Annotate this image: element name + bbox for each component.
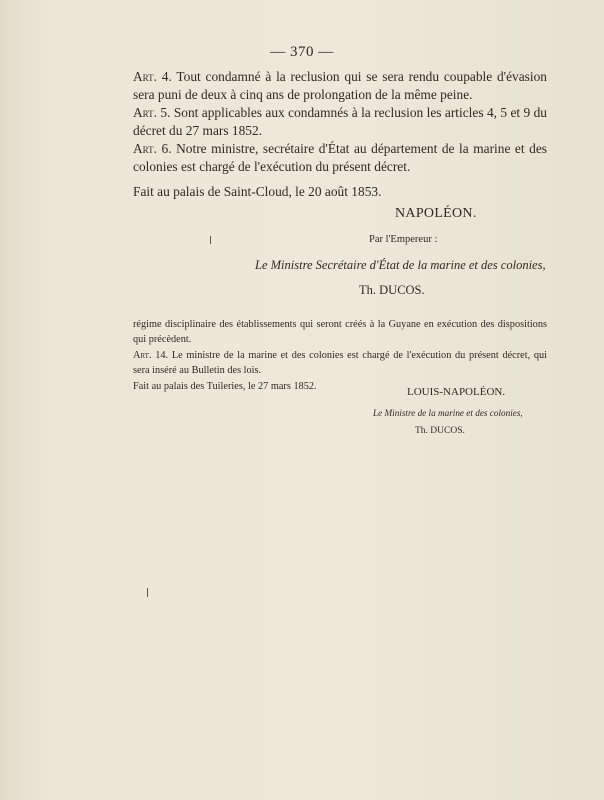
- paper-blemish: [147, 588, 148, 597]
- article-label: Art. 5.: [133, 105, 171, 120]
- countersignature: Th. DUCOS.: [415, 426, 465, 436]
- place-date-line: Fait au palais des Tuileries, le 27 mars 1852.: [133, 381, 317, 392]
- article-text: Le ministre de la marine et des colonies est chargé de l'exécution du présent décret, qui sera inséré au Bulletin des lois.: [133, 350, 548, 376]
- article-label: Art. 6.: [133, 141, 172, 156]
- article-paragraph: [133, 104, 547, 140]
- minister-title: Le Ministre de la marine et des colonies,: [373, 408, 523, 418]
- article-text: Notre ministre, secrétaire d'État au département de la marine et des colonies est chargé de l'exécution du présent décret.: [133, 141, 547, 174]
- paper-blemish: [210, 236, 211, 244]
- par-l-empereur: Par l'Empereur :: [369, 234, 438, 245]
- minister-title: Le Ministre Secrétaire d'État de la marine et des colonies,: [255, 258, 546, 272]
- article-text: Sont applicables aux condamnés à la reclusion les articles 4, 5 et 9 du décret du 27 mars 1852.: [133, 105, 547, 138]
- place-date-line: Fait au palais de Saint-Cloud, le 20 août 1853.: [133, 184, 382, 199]
- signatory-name: NAPOLÉON.: [395, 206, 477, 221]
- article-paragraph: [133, 140, 547, 176]
- article-paragraph: [133, 68, 547, 104]
- page-number: — 370 —: [270, 44, 334, 60]
- intro-paragraph: régime disciplinaire des établissements qui seront créés à la Guyane en exécution des dispositions qui précèdent.: [133, 319, 547, 345]
- decree-1853-body: [133, 68, 547, 201]
- decree-1852-body: [133, 318, 547, 395]
- article-label: Art. 4.: [133, 69, 172, 84]
- signatory-name: LOUIS-NAPOLÉON.: [407, 386, 506, 398]
- article-text: Tout condamné à la reclusion qui se sera rendu coupable d'évasion sera puni de deux à cinq ans de prolongation de la même peine.: [133, 69, 547, 102]
- article-label: Art. 14.: [133, 350, 169, 361]
- article-paragraph: [133, 349, 547, 378]
- countersignature: Th. DUCOS.: [359, 283, 425, 297]
